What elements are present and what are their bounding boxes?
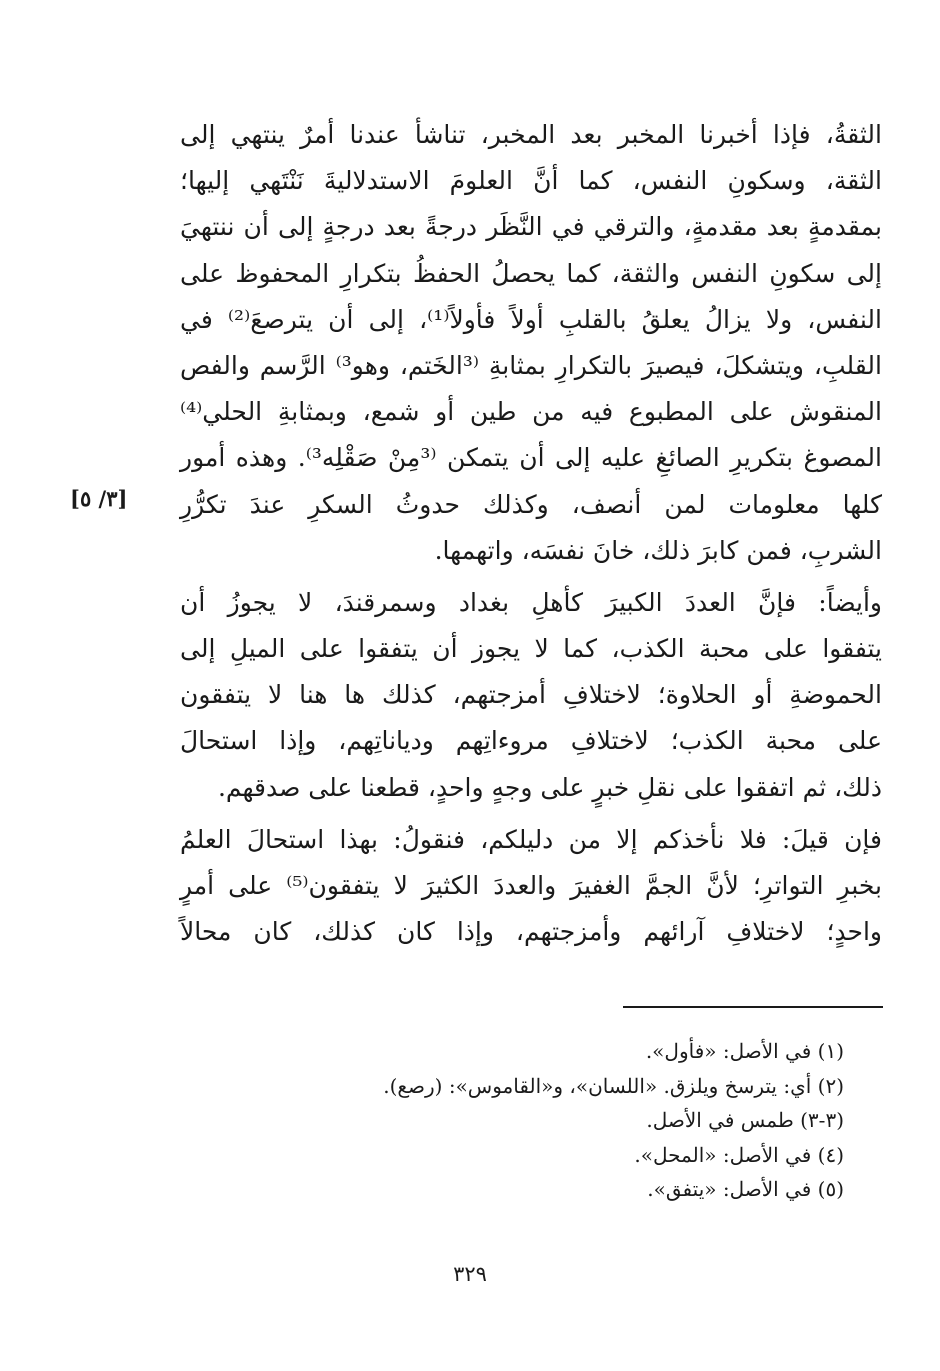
text-line: فإن قيلَ: فلا نأخذكم إلا من دليلكم، فنقولُ: بهذا استحالَ العلمُ xyxy=(180,824,882,854)
text-line: الثقةُ، فإذا أخبرنا المخبر بعد المخبر، تناشأ عندنا أمرٌ ينتهي إلى xyxy=(180,120,882,149)
paragraph-2 xyxy=(180,580,882,811)
text-line: على محبة الكذب؛ لاختلافِ مروءاتِهم ودياناتِهم، وإذا استحالَ xyxy=(180,726,882,756)
footnote: (٣-٣) طمس في الأصل. xyxy=(646,1108,844,1132)
page-number: ٣٢٩ xyxy=(453,1262,487,1286)
text-line: واحدٍ؛ لاختلافِ آرائهم وأمزجتهم، وإذا كان كذلك، كان محالاً xyxy=(180,917,882,947)
margin-page-reference: [٣/ ٥] xyxy=(70,486,128,511)
footnote-divider xyxy=(623,1006,883,1008)
text-line: المنقوش على المطبوع فيه من طين أو شمع، وبمثابةِ الحلي⁽⁴⁾ xyxy=(180,397,882,427)
footnote: (٢) أي: يترسخ ويلزق. «اللسان»، و«القاموس»: (رصع). xyxy=(383,1073,844,1098)
footnote: (٥) في الأصل: «يتفق». xyxy=(647,1177,844,1201)
text-line: وأيضاً: فإنَّ العددَ الكبيرَ كأهلِ بغداد وسمرقندَ، لا يجوزُ أن xyxy=(180,587,882,617)
text-line: الثقة، وسكونِ النفس، كما أنَّ العلومَ الاستدلاليةَ نَنْتَهي إليها؛ xyxy=(180,166,882,196)
text-line: الشربِ، فمن كابرَ ذلك، خانَ نفسَه، واتهمها. xyxy=(434,535,882,565)
text-line: الحموضةِ أو الحلاوة؛ لاختلافِ أمزجتهم، كذلك ها هنا لا يتفقون xyxy=(180,680,882,710)
text-line: القلبِ، ويتشكلَ، فيصيرَ بالتكرارِ بمثابةِ ⁽³الخَتم، وهو³⁾ الرَّسم والفص xyxy=(180,350,882,380)
text-line: المصوغ بتكريرِ الصائغِ عليه إلى أن يتمكن ⁽³مِنْ صَقْلِه³⁾. وهذه أمور xyxy=(180,443,882,473)
text-line: إلى سكونِ النفس والثقة، كما يحصلُ الحفظُ بتكرارِ المحفوظ على xyxy=(180,258,882,288)
footnote: (٤) في الأصل: «المحل». xyxy=(634,1142,844,1167)
footnotes-block xyxy=(383,1034,844,1207)
footnote: (١) في الأصل: «فأول». xyxy=(645,1039,844,1063)
text-line: بمقدمةٍ بعد مقدمةٍ، والترقي في النَّظَر درجةً بعد درجةٍ إلى أن ننتهيَ xyxy=(180,212,882,242)
text-line: يتفقوا على محبة الكذب، كما لا يجوز أن يتفقوا على الميلِ إلى xyxy=(180,634,882,664)
text-line: النفس، ولا يزالُ يعلقُ بالقلبِ أولاً فأولاً⁽¹⁾، إلى أن يترصعَ⁽²⁾ في xyxy=(180,304,882,334)
paragraph-1 xyxy=(180,112,882,574)
text-line: كلها معلومات لمن أنصف، وكذلك حدوثُ السكرِ عندَ تكرُّرِ xyxy=(180,489,882,519)
main-text-block xyxy=(180,112,882,955)
text-line: بخبرِ التواترِ؛ لأنَّ الجمَّ الغفيرَ والعددَ الكثيرَ لا يتفقون⁽⁵⁾ على أمرٍ xyxy=(180,871,882,900)
paragraph-3 xyxy=(180,817,882,956)
text-line: ذلك، ثم اتفقوا على نقلِ خبرٍ على وجهٍ واحدٍ، قطعنا على صدقهم. xyxy=(217,772,882,802)
